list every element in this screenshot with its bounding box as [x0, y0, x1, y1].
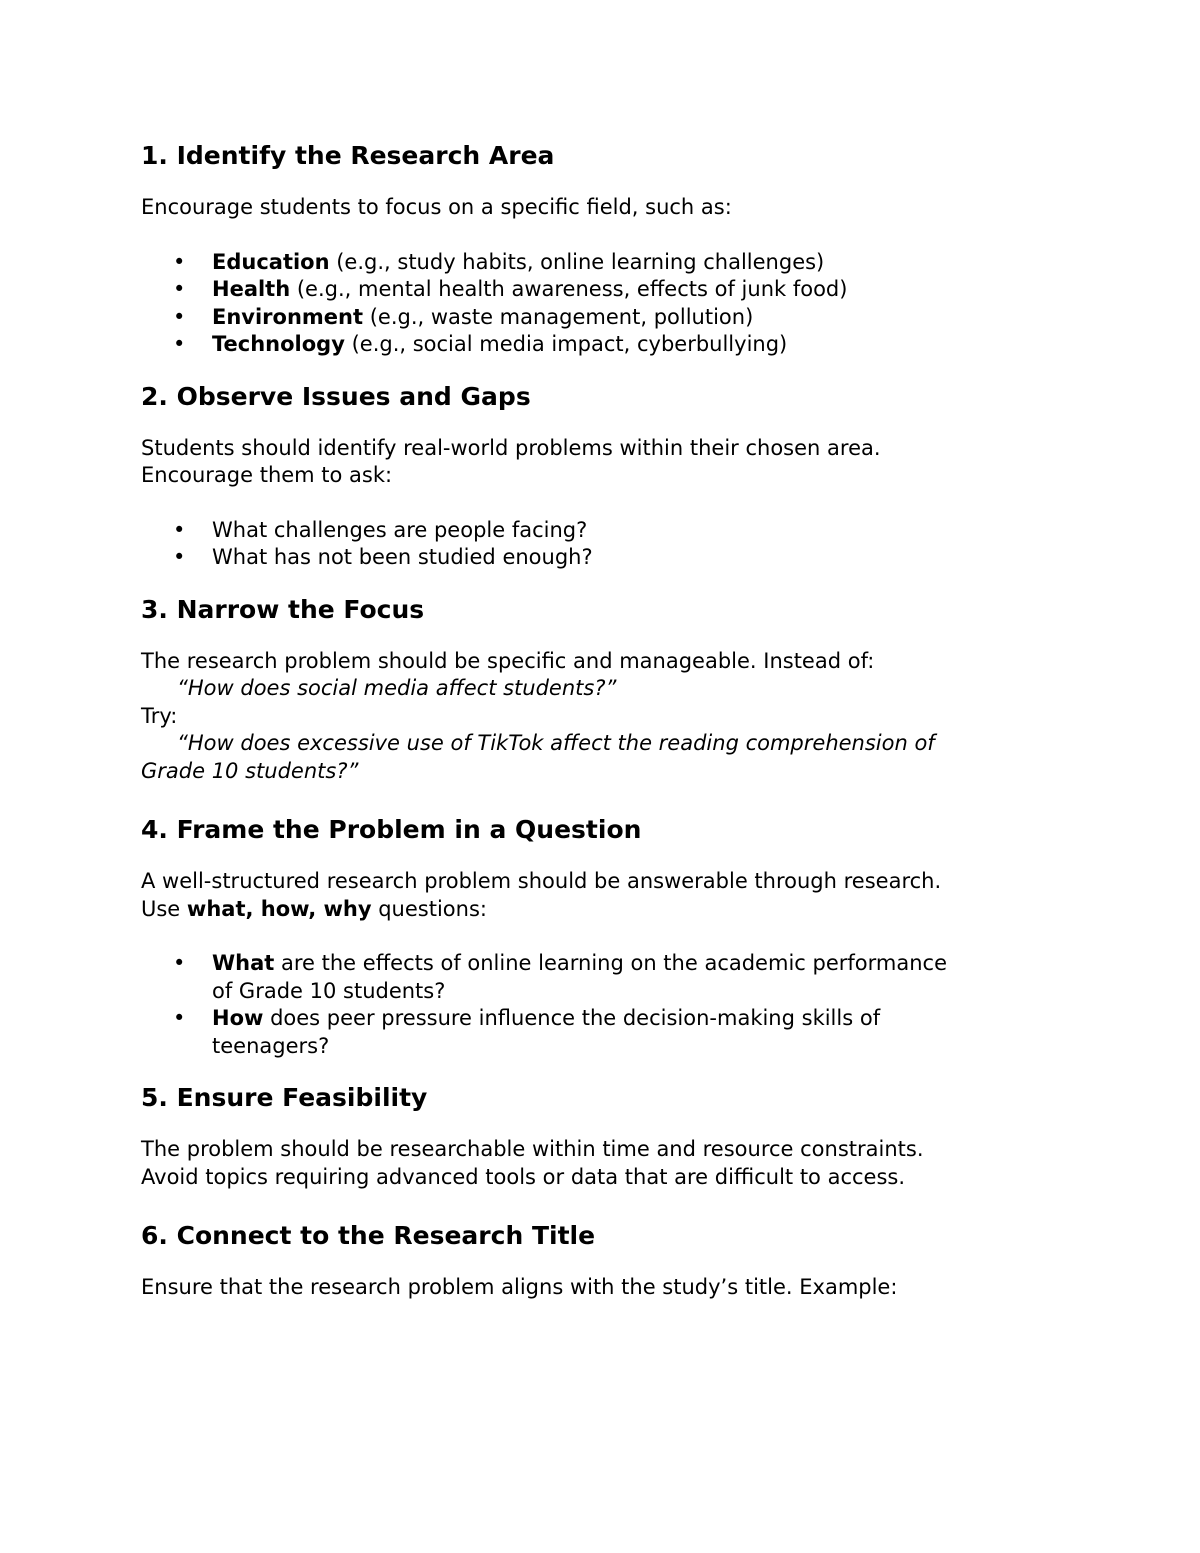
example-quote: “How does social media affect students?” [177, 676, 617, 700]
item-term: Education [212, 249, 330, 274]
bullet-icon: • [173, 517, 186, 542]
bullet-list [141, 249, 1071, 359]
section-body [141, 1136, 1071, 1191]
section-body [141, 648, 1071, 786]
paragraph-line: Encourage students to focus on a specific field, such as: [141, 195, 732, 219]
list-item [141, 304, 1071, 332]
item-text: What has not been studied enough? [212, 545, 593, 569]
list-item [141, 276, 1071, 304]
bullet-icon: • [173, 951, 186, 975]
paragraph-line [141, 896, 1071, 924]
item-description-continued: teenagers? [212, 1033, 330, 1058]
list-item [141, 1005, 1071, 1060]
section-3 [141, 592, 1071, 786]
list-item [141, 331, 1071, 359]
section-intro [141, 435, 1071, 490]
try-label: Try: [141, 703, 178, 728]
section-5 [141, 1080, 1071, 1191]
item-description: (e.g., mental health awareness, effects of junk food) [290, 277, 848, 301]
list-item [141, 950, 1071, 1005]
bullet-list [141, 517, 1071, 572]
item-description: (e.g., social media impact, cyberbullying) [344, 332, 788, 356]
section-4 [141, 812, 1071, 1060]
bullet-list [141, 950, 1071, 1060]
document-page [141, 138, 1071, 1329]
list-item [141, 517, 1071, 545]
item-term: How [212, 1006, 264, 1030]
section-heading: 6. Connect to the Research Title [141, 1221, 596, 1250]
bullet-icon: • [173, 332, 186, 356]
item-term: Technology [212, 332, 345, 356]
paragraph-line: Avoid topics requiring advanced tools or data that are difficult to access. [141, 1164, 906, 1189]
paragraph-line: Encourage them to ask: [141, 463, 393, 487]
paragraph-line: Ensure that the research problem aligns with the study’s title. Example: [141, 1275, 898, 1299]
paragraph-line: A well-structured research problem should be answerable through research. [141, 869, 942, 893]
example-quote-continued: Grade 10 students?” [141, 758, 359, 783]
item-term: What [212, 951, 275, 975]
question-words: what, how, why [186, 896, 372, 921]
bullet-icon: • [173, 249, 186, 274]
section-1 [141, 138, 1071, 359]
item-description: (e.g., study habits, online learning challenges) [329, 249, 825, 274]
bullet-icon: • [173, 304, 186, 329]
item-term: Environment [212, 304, 364, 329]
section-heading: 4. Frame the Problem in a Question [141, 815, 642, 844]
paragraph-line: The problem should be researchable within time and resource constraints. [141, 1137, 924, 1161]
paragraph-line: The research problem should be specific and manageable. Instead of: [141, 648, 875, 673]
section-intro [141, 868, 1071, 923]
example-quote: “How does excessive use of TikTok affect the reading comprehension of [177, 731, 935, 755]
list-item [141, 544, 1071, 572]
item-description: (e.g., waste management, pollution) [363, 304, 754, 329]
item-description: are the effects of online learning on the academic performance [274, 951, 947, 975]
list-item [141, 249, 1071, 277]
section-heading: 3. Narrow the Focus [141, 594, 425, 624]
section-body [141, 1274, 1071, 1302]
paragraph-line: Students should identify real-world problems within their chosen area. [141, 435, 881, 460]
section-6 [141, 1218, 1071, 1302]
item-term: Health [212, 277, 291, 301]
section-2 [141, 379, 1071, 572]
section-heading: 2. Observe Issues and Gaps [141, 381, 531, 411]
section-intro [141, 194, 1071, 222]
section-heading: 5. Ensure Feasibility [141, 1083, 428, 1112]
text-run: questions: [371, 896, 487, 921]
item-text: What challenges are people facing? [212, 517, 588, 542]
bullet-icon: • [173, 1006, 186, 1030]
item-description-continued: of Grade 10 students? [212, 978, 446, 1003]
item-description: does peer pressure influence the decision-making skills of [263, 1006, 881, 1030]
text-run: Use [141, 896, 187, 921]
bullet-icon: • [173, 545, 186, 569]
section-heading: 1. Identify the Research Area [141, 141, 555, 170]
bullet-icon: • [173, 277, 186, 301]
